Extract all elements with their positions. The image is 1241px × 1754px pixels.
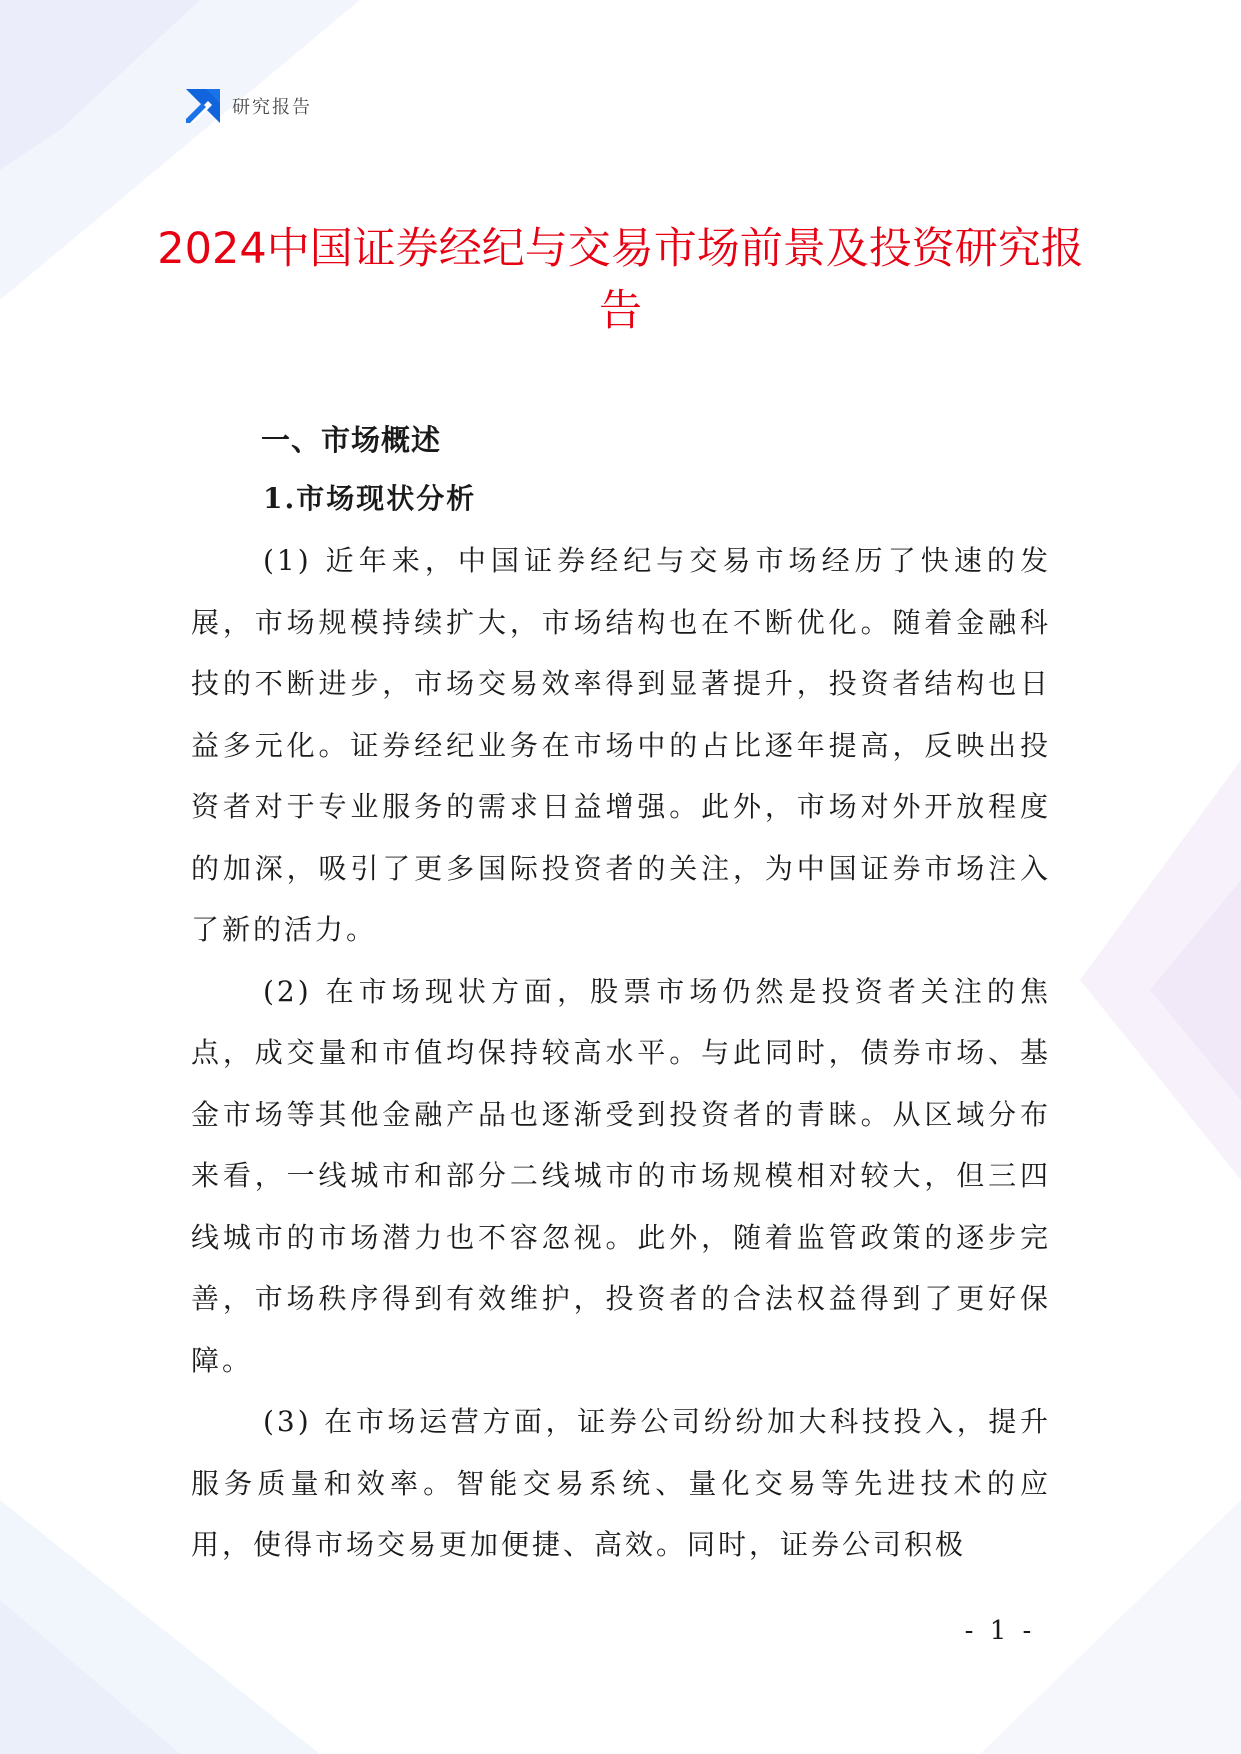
arrow-up-right-icon [186,89,220,123]
paragraph-3: (3) 在市场运营方面，证券公司纷纷加大科技投入，提升服务质量和效率。智能交易系统、量化交易等先进技术的应用，使得市场交易更加便捷、高效。同时，证券公司积极 [191,1405,1051,1561]
header-label: 研究报告 [232,97,312,118]
page-number: - 1 - [964,1616,1036,1646]
paragraph-1: (1) 近年来，中国证券经纪与交易市场经历了快速的发展，市场规模持续扩大，市场结构也在不断优化。随着金融科技的不断进步，市场交易效率得到显著提升，投资者结构也日益多元化。证券经纪业务在市场中的占比逐年提高，反映出投资者对于专业服务的需求日益增强。此外，市场对外开放程度的加深，吸引了更多国际投资者的关注，为中国证券市场注入了新的活力。 [191,544,1051,946]
paragraph-2: (2) 在市场现状方面，股票市场仍然是投资者关注的焦点，成交量和市值均保持较高水平。与此同时，债券市场、基金市场等其他金融产品也逐渐受到投资者的青睐。从区域分布来看，一线城市和部分二线城市的市场规模相对较大，但三四线城市的市场潜力也不容忽视。此外，随着监管政策的逐步完善，市场秩序得到有效维护，投资者的合法权益得到了更好保障。 [191,974,1051,1377]
page-header [186,88,312,124]
subsection-heading: 1.市场现状分析 [263,482,477,515]
document-title: 2024中国证券经纪与交易市场前景及投资研究报告 [157,224,1084,336]
document-body [191,412,1051,1576]
section-heading: 一、市场概述 [261,423,442,457]
